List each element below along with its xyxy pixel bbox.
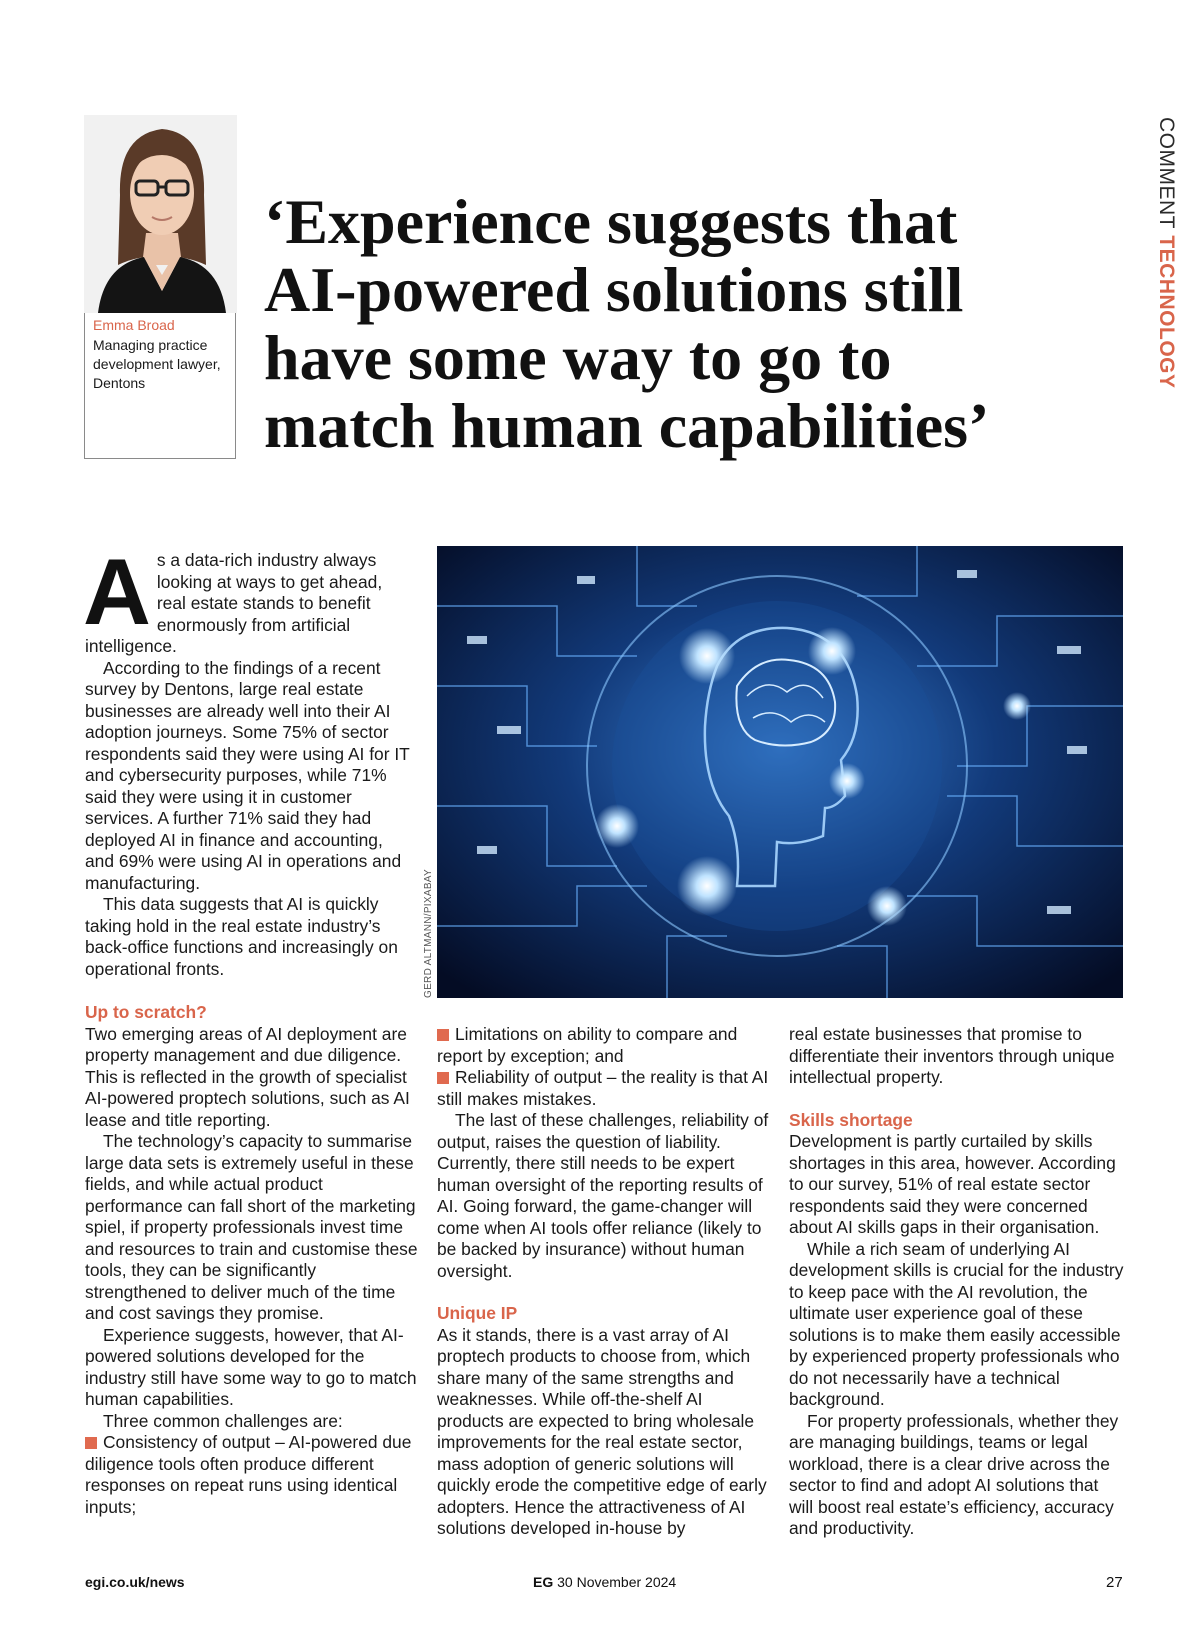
footer-url[interactable]: egi.co.uk/news xyxy=(85,1574,185,1590)
col3-paragraph-4: For property professionals, whether they are managing buildings, teams or legal workload, there is a clear drive across the sector to find and adopt AI solutions that will boost real estate’s efficiency, accuracy and productivity. xyxy=(789,1410,1119,1538)
headline: ‘Experience suggests that AI-powered solutions still have some way to go to match human capabilities’ xyxy=(264,186,990,461)
intro-paragraph-3: This data suggests that AI is quickly taking hold in the real estate industry’s back-office functions and increasingly on operational fronts. xyxy=(85,894,398,979)
bullet-1-text: Consistency of output – AI-powered due diligence tools often produce different responses on repeat runs using identical inputs; xyxy=(85,1432,412,1517)
bullet-square-icon xyxy=(85,1437,97,1449)
bullet-2-text: Limitations on ability to compare and report by exception; and xyxy=(437,1024,738,1066)
page-number: 27 xyxy=(1106,1574,1123,1591)
section-topic: TECHNOLOGY xyxy=(1155,235,1178,389)
bullet-square-icon xyxy=(437,1029,449,1041)
bullet-item-3 xyxy=(437,1067,773,1110)
section-prefix: COMMENT xyxy=(1155,117,1178,229)
intro-paragraph-2: According to the findings of a recent survey by Dentons, large real estate businesses are already well into their AI adoption journeys. Some 75% of sector respondents said they were using AI for IT and cybersecurity purposes, while 71% said they were using it in customer services. A further 71% said they had deployed AI in finance and accounting, and 69% were using AI in operations and manufacturing. xyxy=(85,657,410,893)
footer-publication: EG xyxy=(533,1574,554,1590)
subheading-skills-shortage: Skills shortage xyxy=(789,1109,913,1130)
column-3 xyxy=(789,1024,1125,1540)
col3-paragraph-1: real estate businesses that promise to differentiate their inventors through unique intellectual property. xyxy=(789,1024,1115,1087)
bullet-3-text: Reliability of output – the reality is that AI still makes mistakes. xyxy=(437,1067,769,1109)
bullet-square-icon xyxy=(437,1072,449,1084)
footer-date: 30 November 2024 xyxy=(557,1574,677,1590)
spacer xyxy=(789,1089,1125,1110)
col3-paragraph-3: While a rich seam of underlying AI development skills is crucial for the industry to keep pace with the AI revolution, the ultimate user experience goal of these solutions is to make them easily accessible by experienced property professionals who do not necessarily have a technical background. xyxy=(789,1238,1124,1409)
col2-paragraph-2: As it stands, there is a vast array of AI proptech products to choose from, which share many of the same strengths and weaknesses. While off-the-shelf AI products are expected to bring wholesale improvements for the real estate sector, mass adoption of generic solutions will quickly erode the competitive edge of early adopters. Hence the attractiveness of AI solutions developed in-house by xyxy=(437,1324,767,1538)
subheading-unique-ip: Unique IP xyxy=(437,1303,518,1323)
author-role: Managing practice development lawyer, Dentons xyxy=(93,337,221,391)
col1-paragraph-3: Experience suggests, however, that AI-powered solutions developed for the industry still have some way to go to match human capabilities. xyxy=(85,1324,417,1409)
author-box xyxy=(84,115,236,459)
col2-paragraph-1: The last of these challenges, reliability of output, raises the question of liability. Currently, there still needs to be expert human oversight of the reporting results of AI. Going forward, the game-changer will come when AI tools offer reliance (likely to be backed by insurance) without human oversight. xyxy=(437,1110,769,1281)
col1-paragraph-1: Two emerging areas of AI deployment are property management and due diligence. This is reflected in the growth of specialist AI-powered proptech solutions, such as AI lease and title reporting. xyxy=(85,1023,410,1130)
col1-paragraph-2: The technology’s capacity to summarise large data sets is extremely useful in these fields, and while actual product performance can fall short of the marketing spiel, if property professionals invest time and resources to train and customise these tools, they can be significantly strengthened to deliver much of the time and cost savings they promise. xyxy=(85,1131,418,1323)
intro-p1-text: s a data-rich industry always looking at ways to get ahead, real estate stands to benefit enormously from artificial intelligence. xyxy=(85,550,383,656)
dropcap-letter: A xyxy=(83,539,151,644)
image-credit: GERD ALTMANN/PIXABAY xyxy=(423,869,434,998)
section-tag xyxy=(1154,117,1178,389)
column-1 xyxy=(85,1002,421,1518)
bullet-item-2 xyxy=(437,1024,773,1067)
intro-column xyxy=(83,539,415,980)
spacer xyxy=(437,1282,773,1303)
ai-brain-circuit-image xyxy=(437,546,1123,998)
footer-issue xyxy=(533,1574,676,1590)
author-name: Emma Broad xyxy=(93,317,175,333)
subheading-up-to-scratch: Up to scratch? xyxy=(85,1002,207,1022)
col3-paragraph-2: Development is partly curtailed by skills shortages in this area, however. According to our survey, 51% of real estate sector respondents said they were concerned about AI skills gaps in their organisation. xyxy=(789,1131,1116,1237)
intro-paragraph-1 xyxy=(83,539,415,658)
col1-paragraph-4: Three common challenges are: xyxy=(103,1410,343,1431)
column-2 xyxy=(437,1024,773,1540)
author-portrait-photo xyxy=(84,115,237,313)
bullet-item-1 xyxy=(85,1432,421,1518)
